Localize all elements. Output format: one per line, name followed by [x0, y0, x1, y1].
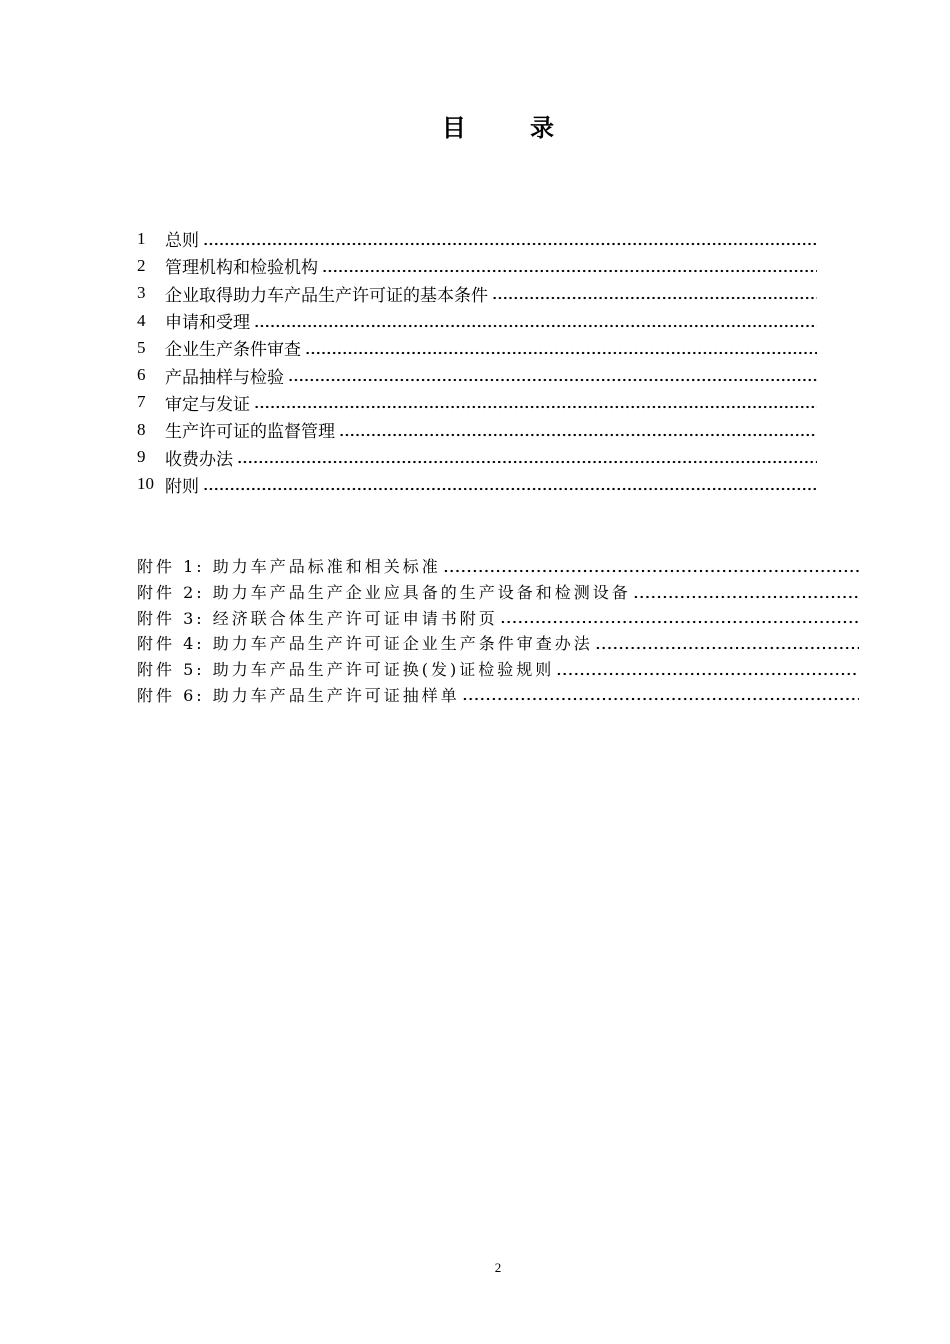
appendix-item[interactable] [137, 579, 859, 605]
appendix-item-title: 附件 4: 助力车产品生产许可证企业生产条件审查办法 [137, 634, 593, 654]
dot-leader [254, 405, 817, 409]
dot-leader [443, 569, 859, 573]
dot-leader [633, 595, 859, 599]
dot-leader [595, 646, 859, 650]
dot-leader [556, 672, 859, 676]
toc-item-number: 4 [137, 310, 146, 330]
toc-item-number: 1 [137, 228, 146, 248]
dot-leader [500, 620, 859, 624]
page-number: 2 [494, 1260, 502, 1275]
appendix-item[interactable] [137, 681, 859, 707]
toc-item-title: 申请和受理 [165, 313, 250, 334]
toc-item[interactable] [137, 416, 817, 443]
toc-item-number: 10 [137, 474, 154, 494]
page-title: 目 录 [441, 114, 557, 142]
toc-item[interactable] [137, 443, 817, 470]
appendix-list [137, 553, 859, 707]
toc-item[interactable] [137, 361, 817, 388]
toc-item-number: 2 [137, 255, 146, 275]
toc-item-number: 8 [137, 419, 146, 439]
appendix-item[interactable] [137, 604, 859, 630]
appendix-item-title: 附件 1: 助力车产品标准和相关标准 [137, 557, 441, 577]
toc-item[interactable] [137, 252, 817, 279]
toc-item-number: 5 [137, 337, 146, 357]
dot-leader [237, 460, 817, 464]
toc-item-title: 总则 [165, 231, 199, 252]
toc-list [137, 225, 817, 498]
toc-item-number: 9 [137, 447, 146, 467]
toc-item-title: 附则 [165, 476, 199, 497]
toc-item[interactable] [137, 471, 817, 498]
dot-leader [254, 324, 817, 328]
appendix-item-title: 附件 2: 助力车产品生产企业应具备的生产设备和检测设备 [137, 583, 631, 603]
toc-item-number: 3 [137, 283, 146, 303]
toc-item[interactable] [137, 280, 817, 307]
appendix-item-title: 附件 5: 助力车产品生产许可证换(发)证检验规则 [137, 660, 555, 680]
dot-leader [288, 378, 817, 382]
toc-item[interactable] [137, 225, 817, 252]
dot-leader [492, 296, 817, 300]
appendix-item-title: 附件 3: 经济联合体生产许可证申请书附页 [137, 608, 498, 628]
dot-leader [305, 351, 817, 355]
toc-item-title: 审定与发证 [165, 394, 250, 415]
toc-item-title: 收费办法 [165, 449, 233, 470]
toc-item[interactable] [137, 334, 817, 361]
appendix-item[interactable] [137, 630, 859, 656]
toc-item-title: 产品抽样与检验 [165, 367, 284, 388]
dot-leader [322, 269, 817, 273]
dot-leader [203, 242, 817, 246]
dot-leader [339, 433, 817, 437]
toc-item-number: 6 [137, 365, 146, 385]
toc-item[interactable] [137, 389, 817, 416]
appendix-item-title: 附件 6: 助力车产品生产许可证抽样单 [137, 685, 460, 705]
dot-leader [203, 487, 817, 491]
appendix-item[interactable] [137, 553, 859, 579]
toc-item-title: 管理机构和检验机构 [165, 258, 318, 279]
toc-item-title: 生产许可证的监督管理 [165, 422, 335, 443]
toc-item-title: 企业取得助力车产品生产许可证的基本条件 [165, 285, 488, 306]
toc-item-title: 企业生产条件审查 [165, 340, 301, 361]
appendix-item[interactable] [137, 656, 859, 682]
toc-item-number: 7 [137, 392, 146, 412]
dot-leader [462, 697, 859, 701]
toc-item[interactable] [137, 307, 817, 334]
